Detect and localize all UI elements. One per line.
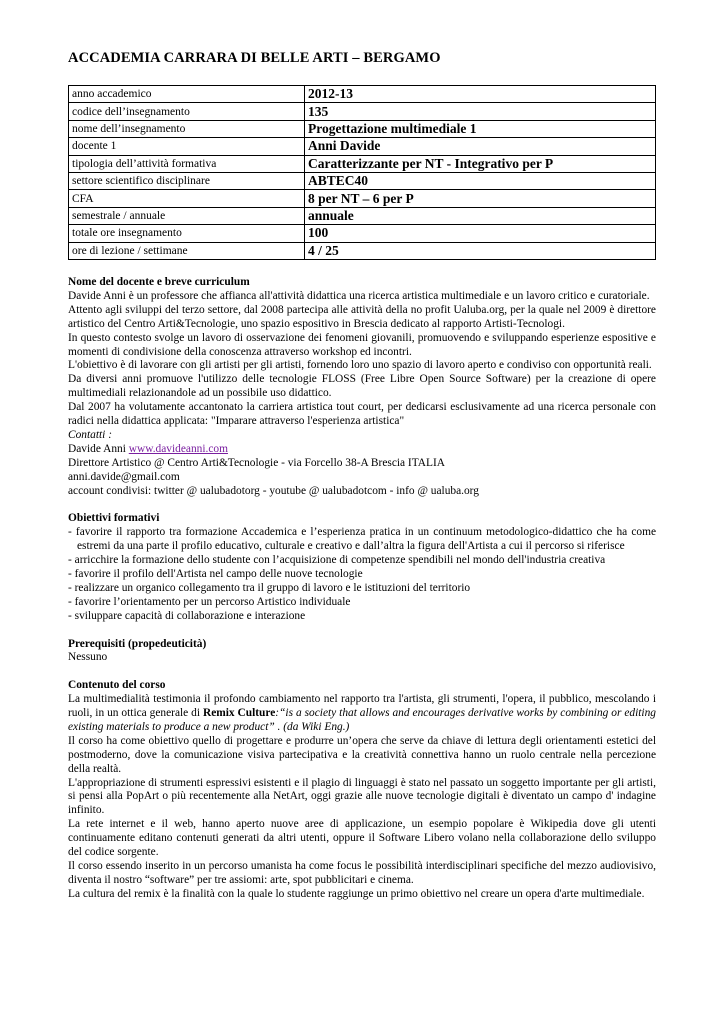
- info-label: codice dell’insegnamento: [69, 103, 305, 120]
- paragraph: Da diversi anni promuove l'utilizzo delle tecnologie FLOSS (Free Libre Open Source Software) per la creazione di opere multimediali relazionandole ad un possibile uso didattico.: [68, 373, 656, 400]
- paragraph: Dal 2007 ha volutamente accantonato la carriera artistica tout court, per dedicarsi esclusivamente ad una ricerca personale con radici nella didattica applicata: "Imparare attraverso l'esperienza artistica": [68, 401, 656, 428]
- info-value: 100: [305, 225, 656, 242]
- paragraph: La cultura del remix è la finalità con la quale lo studente raggiunge un primo obiettivo nel creare un opera d'arte multimediale.: [68, 887, 645, 900]
- page-title: ACCADEMIA CARRARA DI BELLE ARTI – BERGAMO: [68, 50, 441, 66]
- info-value: annuale: [305, 207, 656, 224]
- contact-name-line: Davide Anni www.davideanni.com: [68, 442, 228, 455]
- info-value: Caratterizzante per NT - Integrativo per P: [305, 155, 656, 172]
- section-heading-contenuto: Contenuto del corso: [68, 679, 166, 692]
- list-item: - arricchire la formazione dello studente con l’acquisizione di competenze spendibili nel mondo dell'industria creativa: [68, 554, 606, 567]
- paragraph: L'appropriazione di strumenti espressivi esistenti e il plagio di linguaggi è stato nel passato un soggetto importante per gli artisti, si pensi alla PopArt o più recentemente alla NetArt, oggi grazie alle nuove tecnologie digitali è diventato un campo d' indagine infinito.: [68, 776, 656, 817]
- document-body: [68, 276, 656, 902]
- obiettivi-list: [68, 526, 656, 623]
- info-value: Progettazione multimediale 1: [305, 120, 656, 137]
- section-heading-docente: Nome del docente e breve curriculum: [68, 276, 250, 288]
- info-row: [69, 190, 656, 207]
- info-label: totale ore insegnamento: [69, 225, 305, 242]
- paragraph: Davide Anni è un professore che affianca all'attività didattica una ricerca artistica multimediale e un lavoro critico e curatoriale.: [68, 289, 650, 302]
- contact-line: account condivisi: twitter @ ualubadotorg - youtube @ ualubadotcom - info @ ualuba.org: [68, 484, 479, 497]
- info-row: [69, 225, 656, 242]
- paragraph: La rete internet e il web, hanno aperto nuove aree di applicazione, un esempio popolare è Wikipedia dove gli utenti continuamente editano contenuti generati da altri utenti, oppure il Software Libero volano nella collaborazione dello sviluppo del codice sorgente.: [68, 818, 656, 859]
- info-row: [69, 172, 656, 189]
- contatti-label: Contatti :: [68, 428, 112, 441]
- info-row: [69, 86, 656, 103]
- docente-paragraphs: [68, 290, 656, 429]
- info-value: 2012-13: [305, 86, 656, 103]
- info-value: ABTEC40: [305, 172, 656, 189]
- info-label: semestrale / annuale: [69, 207, 305, 224]
- list-item: - favorire l’orientamento per un percorso Artistico individuale: [68, 595, 351, 608]
- website-link[interactable]: www.davideanni.com: [128, 442, 228, 455]
- info-label: docente 1: [69, 138, 305, 155]
- info-label: settore scientifico disciplinare: [69, 172, 305, 189]
- info-value: 8 per NT – 6 per P: [305, 190, 656, 207]
- info-row: [69, 138, 656, 155]
- info-label: anno accademico: [69, 86, 305, 103]
- section-heading-prerequisiti: Prerequisiti (propedeuticità): [68, 637, 207, 650]
- contact-line: anni.davide@gmail.com: [68, 470, 180, 483]
- info-row: [69, 207, 656, 224]
- paragraph: Il corso ha come obiettivo quello di progettare e produrre un’opera che serve da chiave di lettura degli orientamenti estetici del postmoderno, dove la comunicazione visiva partecipativa e la creatività connettiva hanno un ruolo centrale nella percezione della realtà.: [68, 734, 656, 775]
- info-label: ore di lezione / settimane: [69, 242, 305, 259]
- info-value: Anni Davide: [305, 138, 656, 155]
- info-value: 4 / 25: [305, 242, 656, 259]
- info-row: [69, 120, 656, 137]
- course-info-table: [68, 85, 656, 260]
- list-item: - favorire il rapporto tra formazione Accademica e l’esperienza pratica in un continuum metodologico-didattico che ha come estremi da una parte il profilo educativo, culturale e creativo e dall’altra la figura dell'Artista a cui il percorso si riferisce: [68, 526, 656, 553]
- contenuto-paragraphs: [68, 735, 656, 902]
- section-heading-obiettivi: Obiettivi formativi: [68, 512, 160, 525]
- contenuto-paragraph-1: La multimedialità testimonia il profondo cambiamento nel rapporto tra l'artista, gli strumenti, l'opera, il pubblico, mescolando i ruoli, in un ottica generale di Remix Culture:“is a society that allows and encourages derivative works by combining or editing existing materials to produce a new product” . (da Wiki Eng.): [68, 693, 656, 733]
- list-item: - sviluppare capacità di collaborazione e interazione: [68, 609, 306, 622]
- prerequisiti-text: Nessuno: [68, 651, 108, 664]
- info-label: nome dell’insegnamento: [69, 120, 305, 137]
- paragraph: L'obiettivo è di lavorare con gli artisti per gli artisti, fornendo loro uno spazio di lavoro aperto e condiviso con opportunità reali.: [68, 359, 652, 372]
- list-item: - realizzare un organico collegamento tra il gruppo di lavoro e le istituzioni del territorio: [68, 581, 471, 594]
- contact-lines: [68, 457, 656, 499]
- info-value: 135: [305, 103, 656, 120]
- paragraph: Attento agli sviluppi del terzo settore, dal 2008 partecipa alle attività della no profit Ualuba.org, per la quale nel 2009 è direttore artistico del Centro Arti&Tecnologie, uno spazio espositivo in Brescia dedicato al rapporto Artisti-Tecnologi.: [68, 303, 656, 330]
- info-label: tipologia dell’attività formativa: [69, 155, 305, 172]
- contact-line: Direttore Artistico @ Centro Arti&Tecnologie - via Forcello 38-A Brescia ITALIA: [68, 456, 445, 469]
- info-row: [69, 242, 656, 259]
- list-item: - favorire il profilo dell'Artista nel campo delle nuove tecnologie: [68, 568, 363, 581]
- info-row: [69, 155, 656, 172]
- info-row: [69, 103, 656, 120]
- paragraph: Il corso essendo inserito in un percorso umanista ha come focus le possibilità interdisciplinari specifiche del mezzo audiovisivo, diventa il nostro “software” per tre assiomi: arte, spot pubblicitari e cinema.: [68, 860, 656, 886]
- paragraph: In questo contesto svolge un lavoro di osservazione dei fenomeni giovanili, promuovendo e sviluppando esperienze espositive e momenti di condivisione della conoscenza attraverso workshop ed incontri.: [68, 331, 656, 358]
- info-label: CFA: [69, 190, 305, 207]
